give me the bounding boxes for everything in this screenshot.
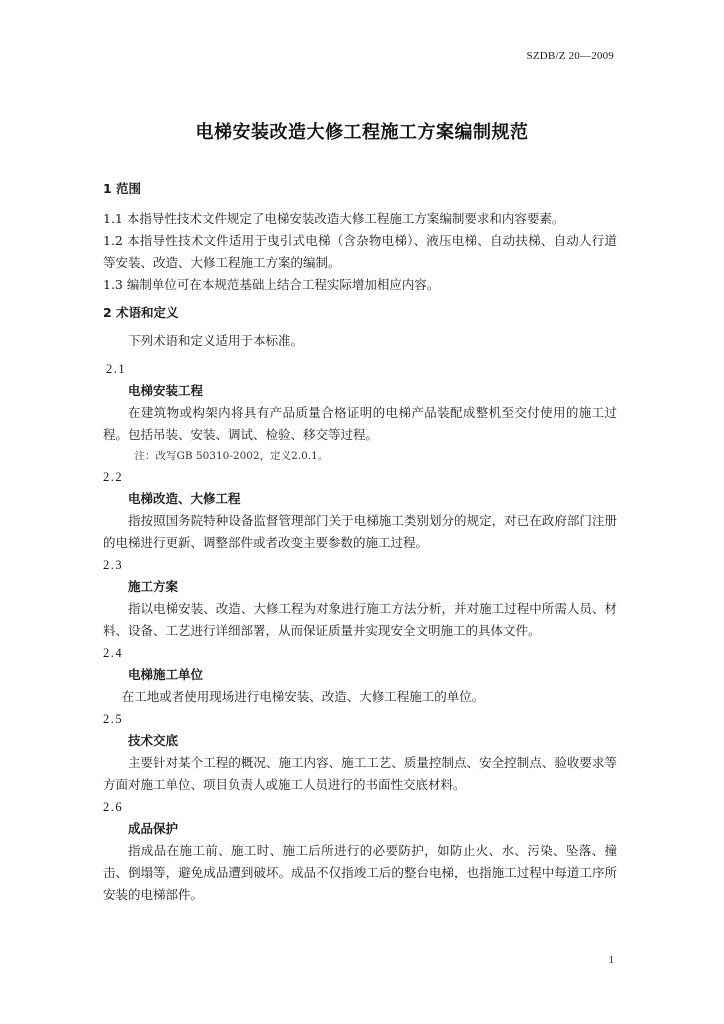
clause-1-2: 1.2 本指导性技术文件适用于曳引式电梯（含杂物电梯）、液压电梯、自动扶梯、自动人行道等安装、改造、大修工程施工方案的编制。: [103, 233, 617, 270]
term-2-1: [103, 358, 617, 466]
term-number: 2.4: [103, 646, 124, 660]
term-number: 2.1: [106, 362, 127, 376]
term-2-6: [103, 796, 617, 906]
clause-1-3: 1.3 编制单位可在本规范基础上结合工程实际增加相应内容。: [103, 277, 440, 292]
term-name: 电梯安装工程: [128, 383, 204, 398]
document-title: 电梯安装改造大修工程施工方案编制规范: [195, 122, 529, 143]
section-2-heading: 2 术语和定义: [103, 305, 179, 320]
section-2-intro: 下列术语和定义适用于本标准。: [128, 333, 304, 348]
term-definition: 指按照国务院特种设备监督管理部门关于电梯施工类别划分的规定，对已在政府部门注册的电梯进行更新、调整部件或者改变主要参数的施工过程。: [103, 513, 617, 550]
clause-1-1: 1.1 本指导性技术文件规定了电梯安装改造大修工程施工方案编制要求和内容要素。: [103, 211, 565, 226]
term-2-2: [103, 466, 617, 554]
term-definition: 指成品在施工前、施工时、施工后所进行的必要防护，如防止火、水、污染、坠落、撞击、倒塌等，避免成品遭到破坏。成品不仅指竣工后的整台电梯，也指施工过程中每道工序所安装的电梯部件。: [103, 843, 617, 902]
document-body: [103, 178, 617, 906]
term-2-5: [103, 708, 617, 796]
page-number: 1: [608, 954, 614, 966]
section-1-heading: 1 范围: [103, 181, 142, 196]
term-number: 2.6: [103, 800, 124, 814]
term-number: 2.2: [103, 470, 124, 484]
term-name: 施工方案: [128, 579, 179, 594]
term-definition: 在工地或者使用现场进行电梯安装、改造、大修工程施工的单位。: [121, 689, 485, 704]
term-number: 2.5: [103, 712, 124, 726]
standard-code: SZDB/Z 20—2009: [526, 50, 614, 62]
term-name: 电梯施工单位: [128, 667, 204, 682]
term-2-3: [103, 554, 617, 642]
term-number: 2.3: [103, 558, 124, 572]
term-2-4: [103, 642, 617, 708]
term-name: 电梯改造、大修工程: [128, 491, 241, 506]
term-definition: 在建筑物或构架内将具有产品质量合格证明的电梯产品装配成整机至交付使用的施工过程。包括吊装、安装、调试、检验、移交等过程。: [103, 405, 617, 442]
term-name: 技术交底: [128, 733, 179, 748]
term-name: 成品保护: [128, 821, 179, 836]
term-definition: 主要针对某个工程的概况、施工内容、施工工艺、质量控制点、安全控制点、验收要求等方面对施工单位、项目负责人或施工人员进行的书面性交底材料。: [103, 755, 617, 792]
term-definition: 指以电梯安装、改造、大修工程为对象进行施工方法分析，并对施工过程中所需人员、材料、设备、工艺进行详细部署，从而保证质量并实现安全文明施工的具体文件。: [103, 601, 617, 638]
term-note: 注：改写GB 50310-2002，定义2.0.1。: [134, 450, 329, 462]
